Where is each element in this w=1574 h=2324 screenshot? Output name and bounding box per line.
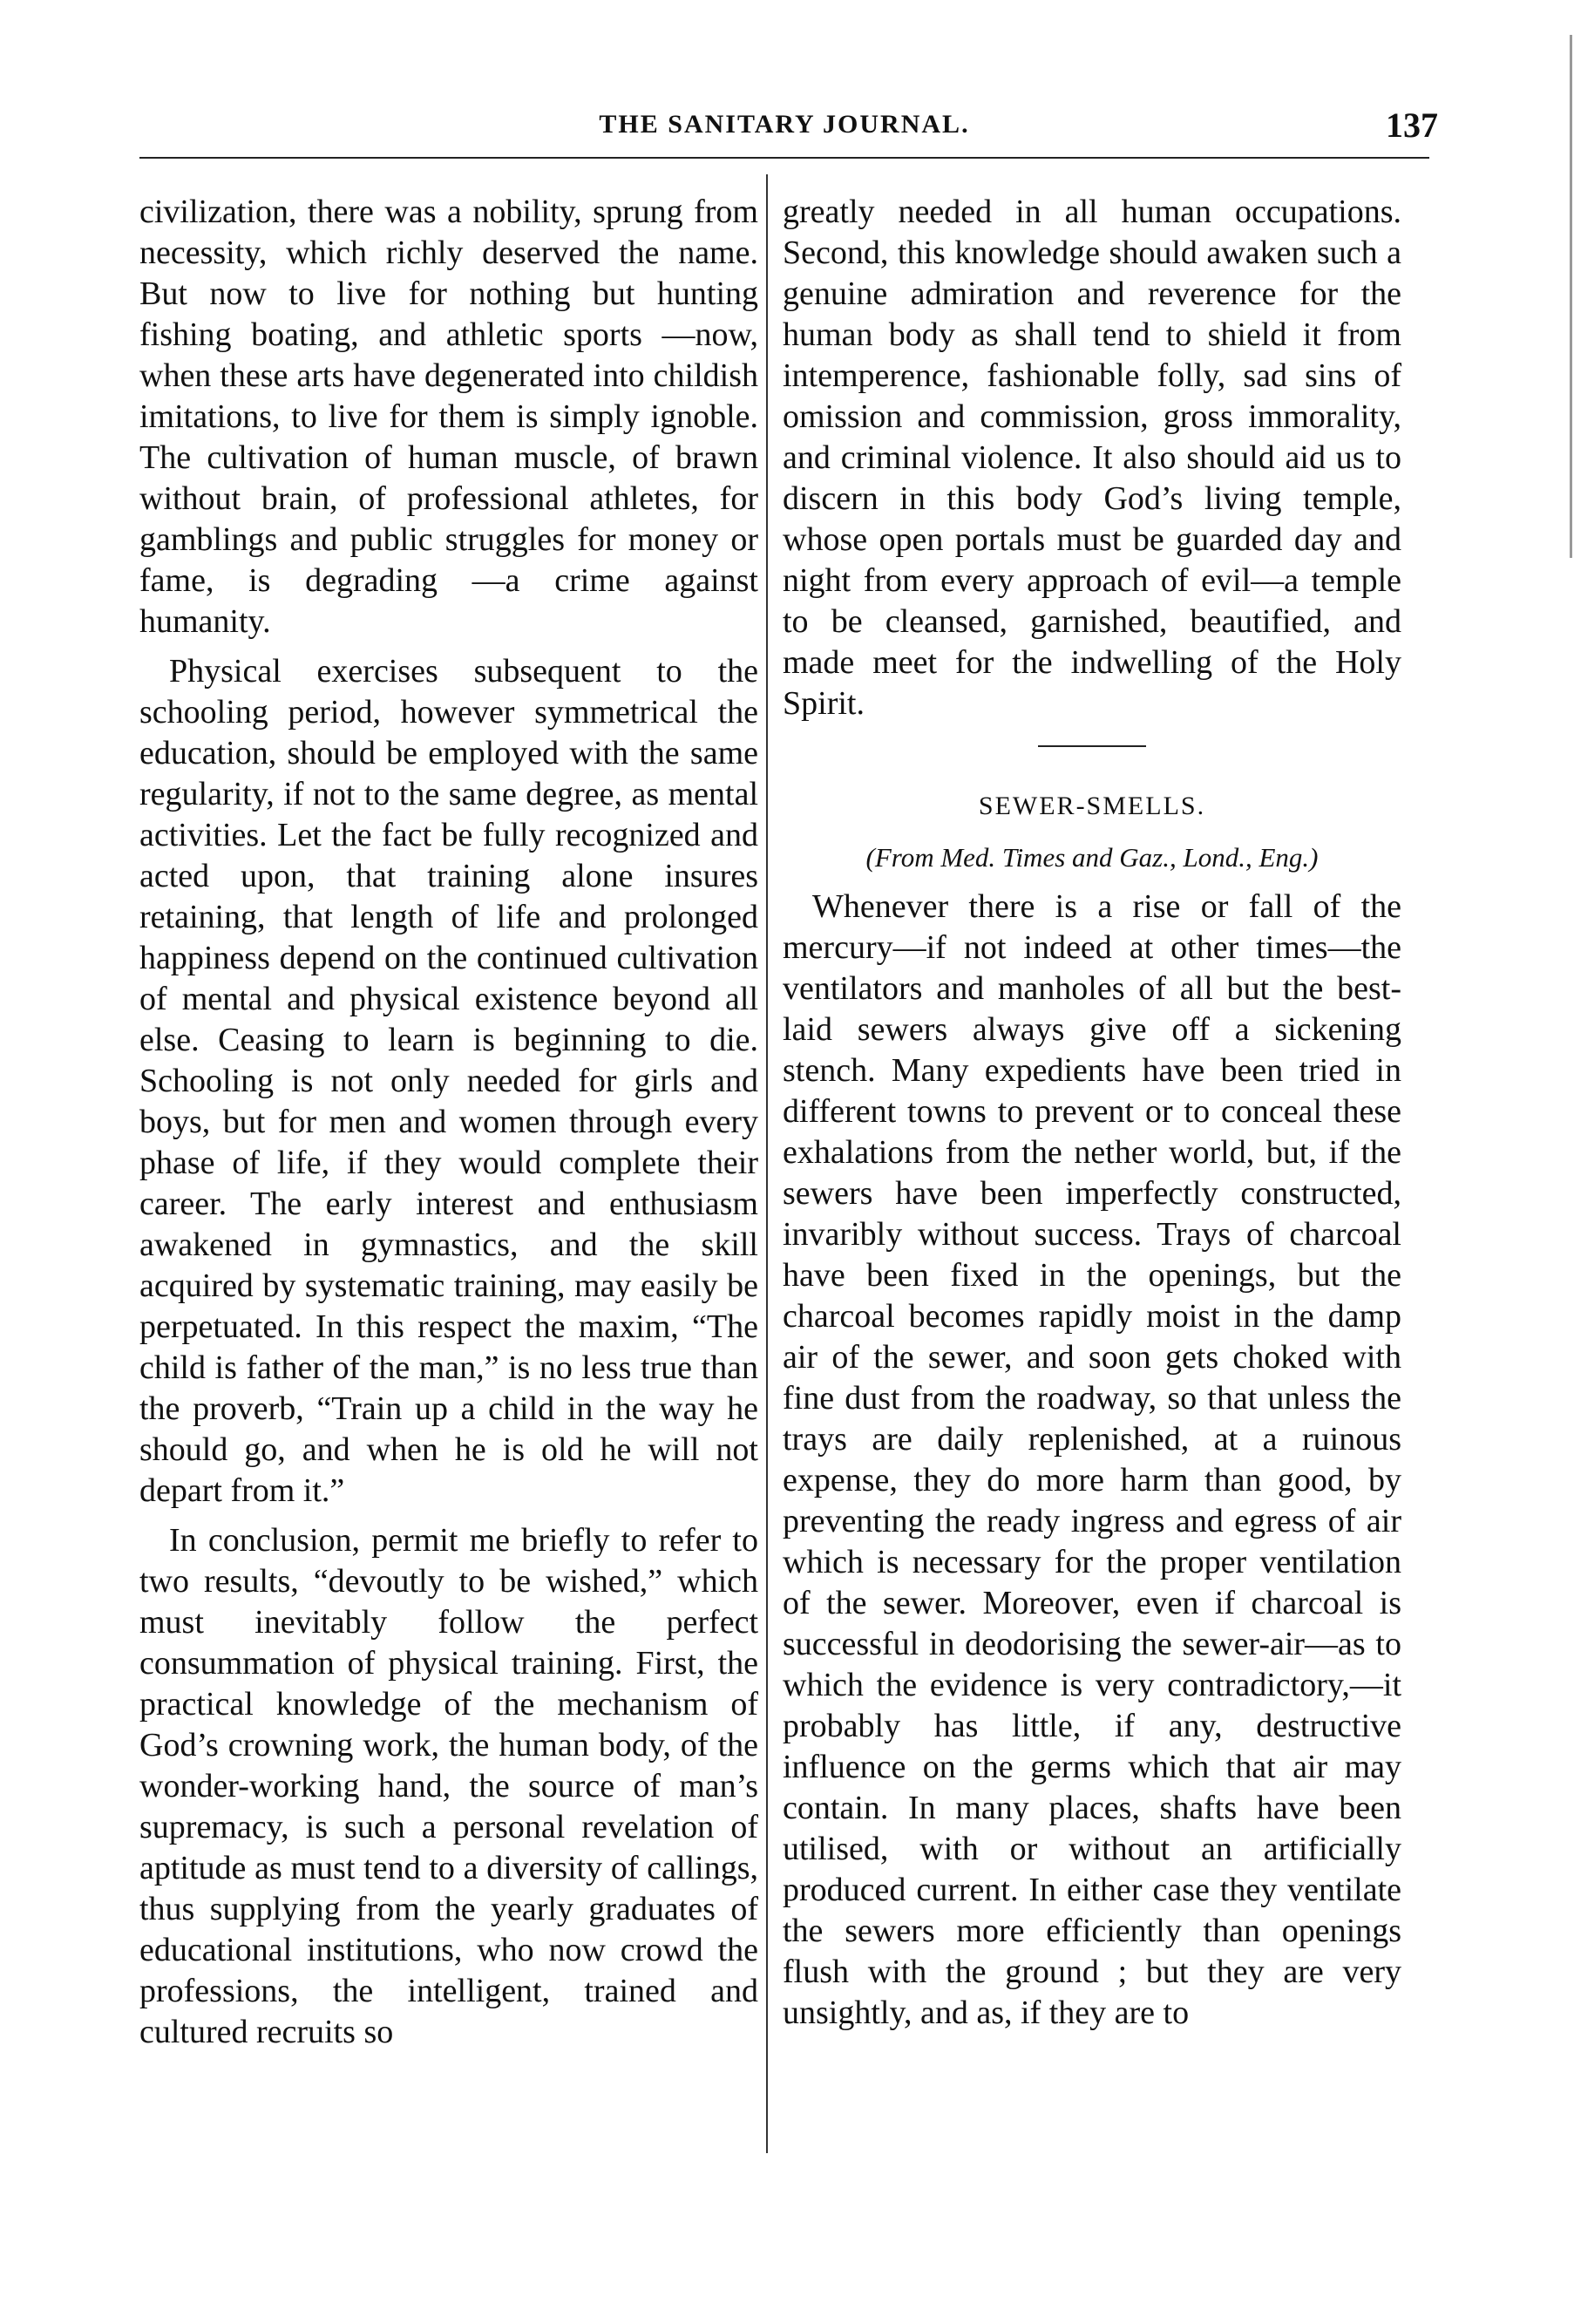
left-paragraph-2: Physical exercises subsequent to the schooling period, however symmetrical the education, should be employed with the same regularity, if not to the same degree, as mental activities. Let the fact be fully recognized and acted upon, that training alone insures retaining, that length of life and prolonged happiness depend on the continued cultivation of mental and physical existence beyond all else. Ceasing to learn is beginning to die. Schooling is not only needed for girls and boys, but for men and women through every phase of life, if they would complete their career. The early interest and enthusiasm awakened in gymnastics, and the skill acquired by systematic training, may easily be perpetuated. In this respect the maxim, “The child is father of the man,” is no less true than the proverb, “Train up a child in the way he should go, and when he is old he will not depart from it.” xyxy=(139,653,758,1509)
page-header xyxy=(139,105,1438,148)
page-number: 137 xyxy=(1386,105,1438,145)
header-rule xyxy=(139,157,1429,159)
left-paragraph-3: In conclusion, permit me briefly to refer to two results, “devoutly to be wished,” which must inevitably follow the perfect consummation of physical training. First, the practical knowledge of the mechanism of God’s crowning work, the human body, of the wonder-working hand, the source of man’s supremacy, is such a personal revelation of aptitude as must tend to a diversity of callings, thus supplying from the yearly graduates of educational institutions, who now crowd the professions, the intelligent, trained and cultured recruits so xyxy=(139,1522,758,2050)
section-title: SEWER-SMELLS. xyxy=(978,792,1206,820)
right-column xyxy=(783,192,1401,2034)
left-column xyxy=(139,192,758,2053)
column-divider xyxy=(766,174,768,2153)
right-paragraph-2: Whenever there is a rise or fall of the mercury—if not indeed at other times—the ventilators and manholes of all but the best-laid sewers always give off a sickening stench. Many expedients have been tried in different towns to prevent or to conceal these exhalations from the nether world, but, if the sewers have been imperfectly constructed, invaribly without success. Trays of charcoal have been fixed in the openings, but the charcoal becomes rapidly moist in the damp air of the sewer, and soon gets choked with fine dust from the roadway, so that unless the trays are daily replenished, at a ruinous expense, they do more harm than good, by preventing the ready ingress and egress of air which is necessary for the proper ventilation of the sewer. Moreover, even if charcoal is successful in deodorising the sewer-air—as to which the evidence is very contradictory,—it probably has little, if any, destructive influence on the germs which that air may contain. In many places, shafts have been utilised, with or without an artificially produced current. In either case they ventilate the sewers more efficiently than openings flush with the ground ; but they are very unsightly, and as, if they are to xyxy=(783,888,1401,2031)
right-paragraph-1: greatly needed in all human occupations. Second, this knowledge should awaken such a genuine admiration and reverence for the human body as shall tend to shield it from intemperence, fashionable folly, sad sins of omission and commission, gross immorality, and criminal violence. It also should aid us to discern in this body God’s living temple, whose open portals must be guarded day and night from every approach of evil—a temple to be cleansed, garnished, beautified, and made meet for the indwelling of the Holy Spirit. xyxy=(783,194,1401,722)
left-paragraph-1: civilization, there was a nobility, sprung from necessity, which richly deserved the name. But now to live for nothing but hunting fishing boating, and athletic sports —now, when these arts have degenerated into childish imitations, to live for them is simply ignoble. The cultivation of human muscle, of brawn without brain, of professional athletes, for gamblings and public struggles for money or fame, is degrading —a crime against humanity. xyxy=(139,194,758,640)
running-head: THE SANITARY JOURNAL. xyxy=(599,110,970,139)
scan-edge-mark xyxy=(1570,35,1572,558)
section-divider xyxy=(1038,745,1146,747)
source-citation: (From Med. Times and Gaz., Lond., Eng.) xyxy=(865,842,1319,873)
